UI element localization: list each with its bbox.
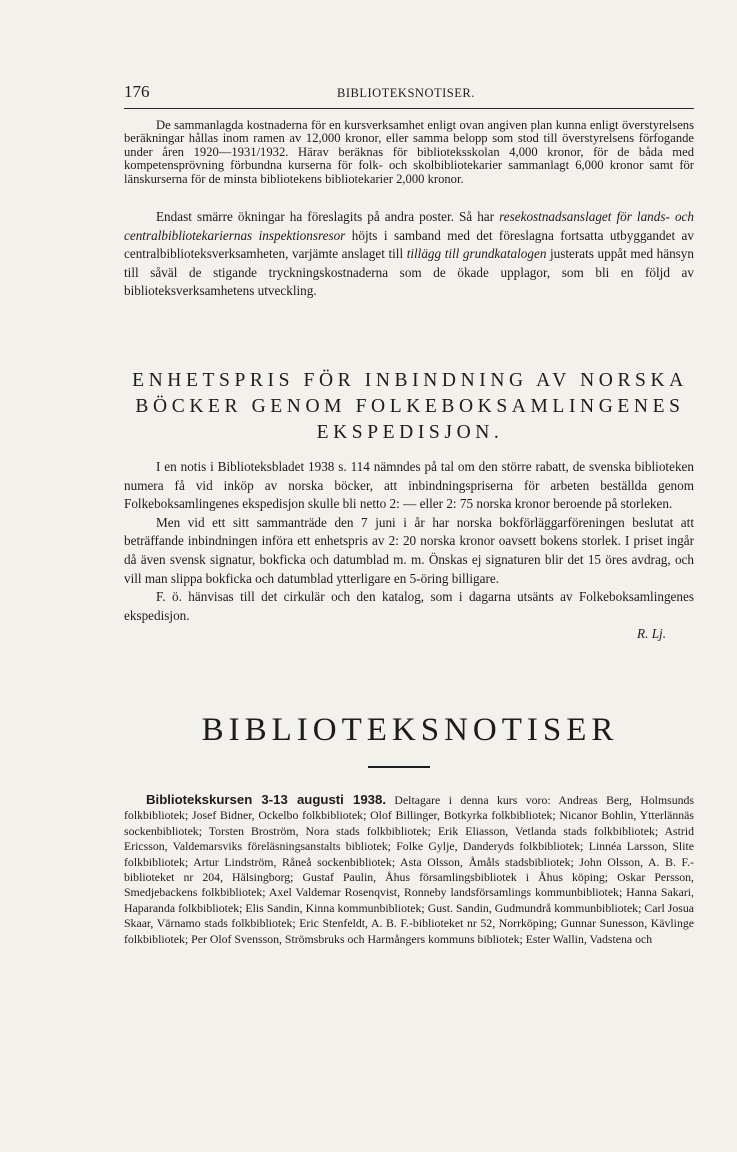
section-divider [368, 766, 430, 768]
norwegian-paragraph-2: Men vid ett sitt sammanträde den 7 juni i år har norska bokförläggarföreningen beslutat att beträffande inbindningen införa ett enhetspris av 2: 20 norska kronor oavsett bokens storlek. I priset ingår då även svensk signatur, bokficka och datumblad m. m. Önskas ej signaturen blir det 15 öres avdrag, och vill man slippa bokficka och datumblad ytterligare en 5-öring billigare. [124, 514, 694, 586]
costs-paragraph-1-block [124, 119, 694, 186]
costs-paragraph-1: De sammanlagda kostnaderna för en kursverksamhet enligt ovan angiven plan kunna enligt överstyrelsens beräkningar hållas inom ramen av 12,000 kronor, eller samma belopp som stod till överstyrelsens förfogande under åren 1920—1931/1932. Härav beräknas för biblioteksskolan 4,000 kronor, för de båda med kompetensprövning förbundna kurserna för folk- och skolbibliotekarier sammanlagt 6,000 kronor samt för länskurserna för de minsta bibliotekens bibliotekarier 2,000 kronor. [124, 118, 694, 186]
costs-paragraph-2 [124, 208, 694, 301]
running-title: BIBLIOTEKSNOTISER. [337, 86, 475, 100]
costs-paragraph-2-text-1: Endast smärre ökningar ha föreslagits på andra poster. Så har [156, 209, 500, 224]
costs-paragraph-2-italic-2: tillägg till grundkatalogen [406, 246, 547, 262]
course-notice [124, 792, 694, 947]
norwegian-heading-line-3: EKSPEDISJON. [316, 422, 504, 443]
course-notice-block [124, 792, 694, 947]
norwegian-body [124, 458, 694, 644]
norwegian-paragraph-3: F. ö. hänvisas till det cirkulär och den katalog, som i dagarna utsänts av Folkeboksamlingenes ekspedisjon. [124, 589, 694, 623]
page-number: 176 [124, 82, 150, 101]
course-heading: Bibliotekskursen 3-13 augusti 1938. [146, 792, 386, 807]
norwegian-paragraph-1: I en notis i Biblioteksbladet 1938 s. 114 nämndes på tal om den större rabatt, de svenska biblioteken numera få vid inköp av norska böcker, att inbindningspriserna för arbeten beställda genom Folkeboksamlingenes ekspedisjon skulle bli netto 2: — eller 2: 75 norska kronor beroende på storleken. [124, 459, 694, 512]
running-header [124, 82, 694, 109]
costs-paragraph-2-text-2: höjts i samband med det föreslagna fortsatta utbyggandet av centralbiblioteksverksamheten, varjämte anslaget till [124, 227, 694, 262]
norwegian-heading-line-1: ENHETSPRIS FÖR INBINDNING AV NORSKA [132, 370, 688, 391]
norwegian-heading [120, 368, 700, 446]
norwegian-heading-line-2: BÖCKER GENOM FOLKEBOKSAMLINGENES [135, 396, 685, 417]
course-participants-text: Deltagare i denna kurs voro: Andreas Berg, Holmsunds folkbibliotek; Josef Bidner, Ockelbo folkbibliotek; Olof Billinger, Botkyrka folkbibliotek; Nicanor Bohlin, Ytterlännäs sockenbibliotek; Torsten Broström, Nora stads folkbibliotek; Erik Eliasson, Vetlanda stads folkbibliotek; Astrid Ericsson, Valdemarsviks föreläsningsanstalts bibliotek; Folke Gylje, Danderyds folkbibliotek; Linnéa Larsson, Slite folkbibliotek; Artur Lindström, Råneå sockenbibliotek; Asta Olsson, Åmåls stadsbibliotek; John Olsson, A. B. F.-biblioteket nr 204, Hälsingborg; Gustaf Paulin, Åhus församlingsbibliotek i Åhus köping; Oskar Persson, Smedjebackens folkbibliotek; Axel Valdemar Rosenqvist, Ronneby landsförsamlings kommunbibliotek; Hanna Sakari, Haparanda folkbibliotek; Elis Sandin, Kinna kommunbibliotek; Gust. Sandin, Gudmundrå kommunbibliotek; Carl Josua Skaar, Värnamo stads folkbibliotek; Eric Stenfeldt, A. B. F.-biblioteket nr 52, Norrköping; Gunnar Sunesson, Kävlinge folkbibliotek; Per Olof Svensson, Strömsbruks och Harmångers kommuns bibliotek; Ester Wallin, Vadstena och [124, 793, 694, 946]
signature: R. Lj. [637, 626, 666, 642]
costs-paragraph-2-text-3: justerats uppåt med hänsyn till såväl de stigande tryckningskostnaderna som de ökade upplagor, som bli en följd av biblioteksverksamhetens utveckling. [124, 246, 694, 299]
costs-paragraph-2-block [124, 208, 694, 301]
section-title: BIBLIOTEKSNOTISER [201, 712, 619, 748]
costs-paragraph-2-italic-1: resekostnadsanslaget för lands- och centralbibliotekariernas inspektionsresor [124, 209, 694, 243]
